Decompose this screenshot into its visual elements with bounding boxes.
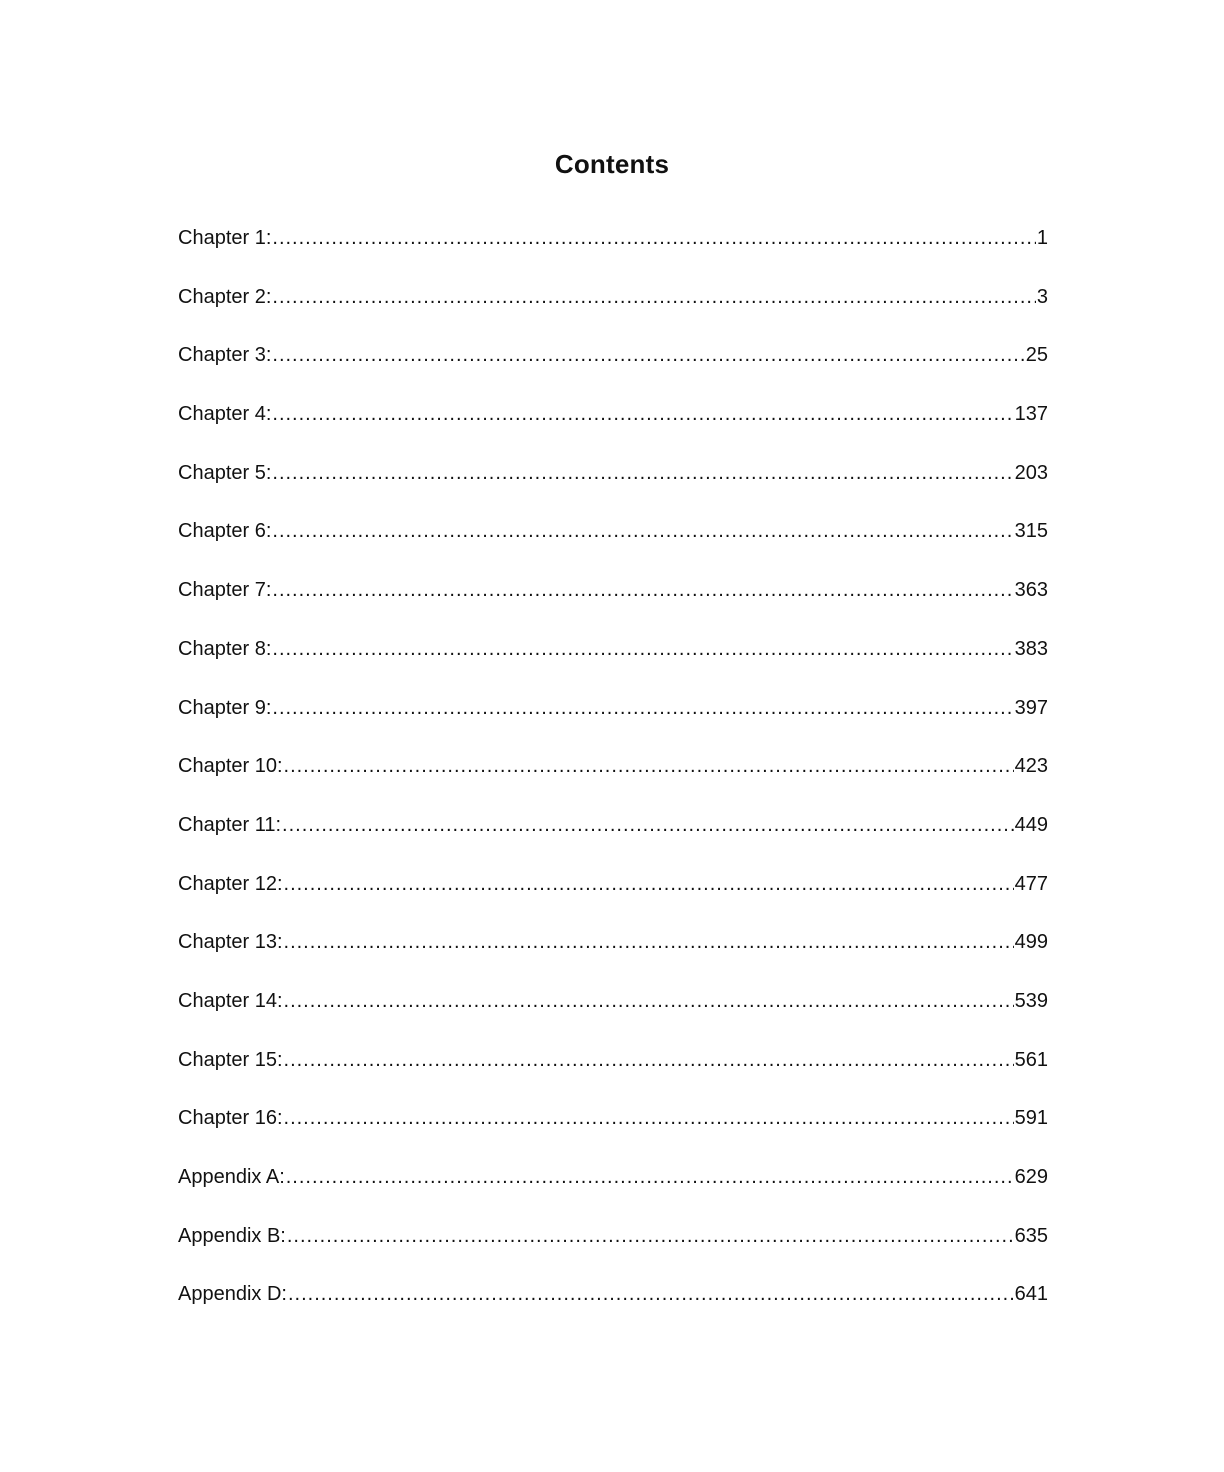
toc-entry[interactable]: [178, 1222, 1048, 1281]
toc-dot-leader: [272, 576, 1013, 604]
toc-entry[interactable]: [178, 928, 1048, 987]
toc-page-number: 499: [1014, 931, 1048, 954]
toc-entry-label: Chapter 5:: [178, 461, 272, 484]
toc-dot-leader: [272, 517, 1013, 545]
toc-entry[interactable]: [178, 283, 1048, 342]
table-of-contents: [178, 224, 1048, 1339]
toc-dot-leader: [272, 224, 1035, 252]
toc-dot-leader: [272, 283, 1035, 311]
toc-dot-leader: [284, 1104, 1014, 1132]
toc-entry-label: Appendix A:: [178, 1166, 285, 1188]
toc-dot-leader: [272, 341, 1024, 369]
toc-page-number: 635: [1014, 1224, 1048, 1247]
toc-entry-label: Chapter 12:: [178, 872, 283, 895]
toc-entry[interactable]: [178, 1163, 1048, 1222]
toc-dot-leader: [284, 870, 1014, 898]
toc-page-number: 539: [1014, 989, 1048, 1012]
toc-page-number: 137: [1014, 403, 1048, 426]
toc-dot-leader: [282, 811, 1014, 839]
toc-entry-label: Chapter 16:: [178, 1107, 283, 1130]
toc-entry-label: Chapter 14:: [178, 989, 283, 1012]
toc-dot-leader: [284, 1046, 1014, 1074]
toc-entry[interactable]: [178, 517, 1048, 576]
toc-page-number: 397: [1014, 696, 1048, 719]
toc-entry[interactable]: [178, 1104, 1048, 1163]
toc-page-number: 383: [1014, 637, 1048, 660]
toc-entry-label: Chapter 2:: [178, 285, 272, 308]
toc-entry[interactable]: [178, 400, 1048, 459]
toc-dot-leader: [272, 459, 1013, 487]
toc-entry[interactable]: [178, 635, 1048, 694]
toc-dot-leader: [288, 1280, 1014, 1308]
page-title: Contents: [554, 149, 670, 179]
toc-dot-leader: [286, 1163, 1014, 1191]
toc-entry[interactable]: [178, 341, 1048, 400]
toc-entry-label: Chapter 13:: [178, 931, 283, 954]
toc-dot-leader: [272, 694, 1013, 722]
toc-entry-label: Chapter 8:: [178, 637, 272, 660]
toc-page-number: 629: [1014, 1166, 1048, 1188]
toc-entry-label: Chapter 15:: [178, 1048, 283, 1071]
toc-entry[interactable]: [178, 576, 1048, 635]
toc-entry-label: Chapter 9:: [178, 696, 272, 719]
toc-dot-leader: [272, 635, 1013, 663]
toc-entry-label: Chapter 1:: [178, 227, 272, 249]
toc-page-number: 641: [1014, 1283, 1048, 1306]
toc-page-number: 25: [1025, 344, 1048, 367]
toc-page-number: 477: [1014, 872, 1048, 895]
toc-page-number: 1: [1036, 227, 1048, 249]
toc-page-number: 449: [1014, 813, 1048, 836]
toc-entry[interactable]: [178, 224, 1048, 283]
toc-dot-leader: [284, 928, 1014, 956]
toc-page-number: 423: [1014, 755, 1048, 778]
toc-dot-leader: [284, 752, 1014, 780]
toc-entry-label: Chapter 7:: [178, 579, 272, 602]
toc-entry-label: Chapter 4:: [178, 403, 272, 426]
toc-page-number: 561: [1014, 1048, 1048, 1071]
toc-entry-label: Chapter 6:: [178, 520, 272, 543]
toc-entry[interactable]: [178, 811, 1048, 870]
toc-entry-label: Chapter 11:: [178, 813, 282, 836]
toc-entry[interactable]: [178, 1280, 1048, 1339]
toc-dot-leader: [287, 1222, 1014, 1250]
toc-entry[interactable]: [178, 459, 1048, 518]
toc-entry-label: Chapter 3:: [178, 344, 272, 367]
toc-page-number: 315: [1014, 520, 1048, 543]
toc-page-number: 363: [1014, 579, 1048, 602]
toc-entry-label: Appendix D:: [178, 1283, 287, 1306]
toc-entry[interactable]: [178, 1046, 1048, 1105]
toc-entry-label: Appendix B:: [178, 1224, 286, 1247]
toc-page-number: 203: [1014, 461, 1048, 484]
toc-entry-label: Chapter 10:: [178, 755, 283, 778]
toc-entry[interactable]: [178, 987, 1048, 1046]
toc-entry[interactable]: [178, 752, 1048, 811]
toc-entry[interactable]: [178, 694, 1048, 753]
toc-entry[interactable]: [178, 870, 1048, 929]
toc-dot-leader: [284, 987, 1014, 1015]
toc-page-number: 591: [1014, 1107, 1048, 1130]
toc-page-number: 3: [1036, 285, 1048, 308]
toc-dot-leader: [272, 400, 1013, 428]
